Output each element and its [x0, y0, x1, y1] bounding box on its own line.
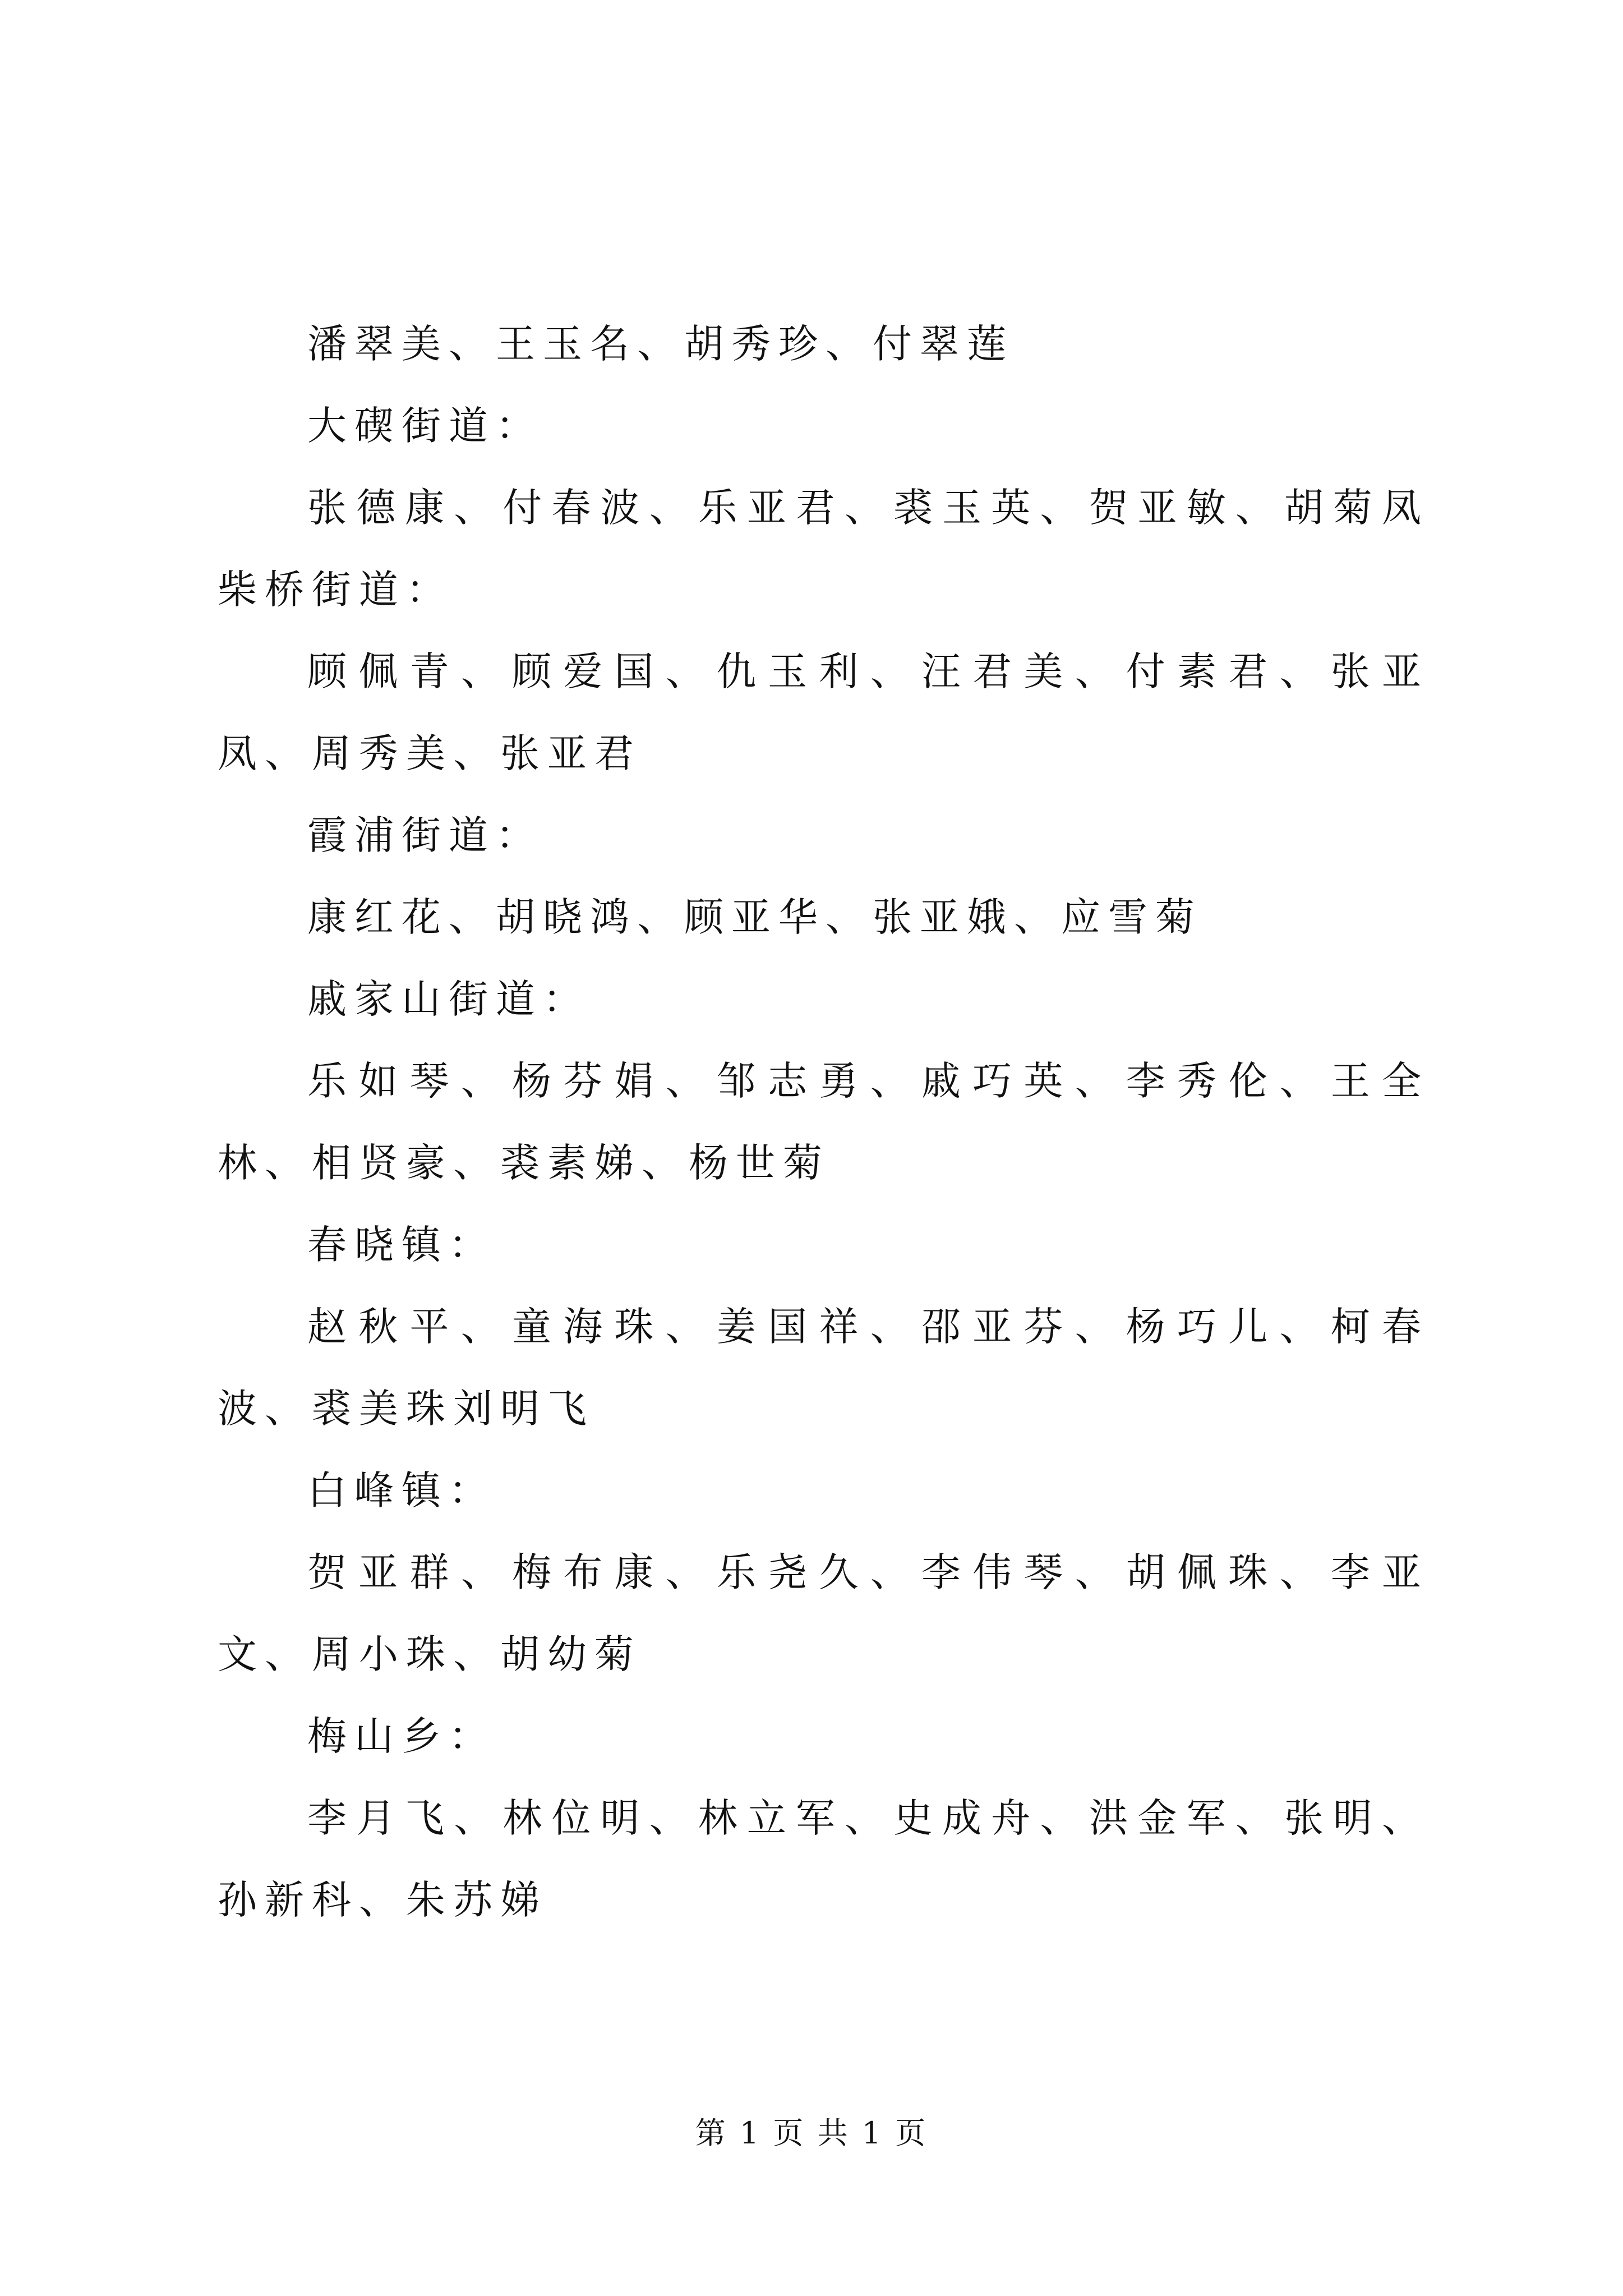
name-list-paragraph: 康红花、胡晓鸿、顾亚华、张亚娥、应雪菊 — [307, 894, 1202, 940]
name-list-paragraph: 赵秋平、童海珠、姜国祥、邵亚芬、杨巧儿、柯春波、裘美珠刘明飞 — [218, 1304, 1429, 1432]
page-number-footer: 第 1 页 共 1 页 — [695, 2115, 928, 2151]
district-heading: 梅山乡： — [307, 1713, 496, 1759]
body-text — [218, 303, 1429, 1941]
name-list-paragraph: 张德康、付春波、乐亚君、裘玉英、贺亚敏、胡菊凤柴桥街道： — [218, 485, 1429, 613]
district-heading: 戚家山街道： — [307, 976, 590, 1022]
name-list-paragraph: 贺亚群、梅布康、乐尧久、李伟琴、胡佩珠、李亚文、周小珠、胡幼菊 — [218, 1549, 1429, 1677]
name-list-paragraph: 乐如琴、杨芬娟、邹志勇、戚巧英、李秀伦、王全林、相贤豪、裘素娣、杨世菊 — [218, 1058, 1429, 1186]
name-list-paragraph: 潘翠美、王玉名、胡秀珍、付翠莲 — [307, 321, 1014, 367]
district-heading: 春晓镇： — [307, 1222, 496, 1268]
district-heading: 大碶街道： — [307, 403, 543, 449]
name-list-paragraph: 顾佩青、顾爱国、仇玉利、汪君美、付素君、张亚凤、周秀美、张亚君 — [218, 648, 1429, 776]
district-heading: 白峰镇： — [307, 1467, 496, 1513]
district-heading: 霞浦街道： — [307, 812, 543, 858]
name-list-paragraph: 李月飞、林位明、林立军、史成舟、洪金军、张明、孙新科、朱苏娣 — [218, 1795, 1429, 1923]
